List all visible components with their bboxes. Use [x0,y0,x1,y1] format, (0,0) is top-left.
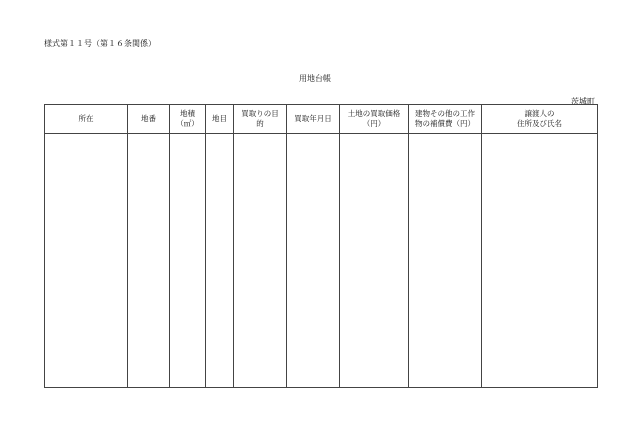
cell-purchase-date[interactable] [287,134,340,388]
cell-building-compensation[interactable] [409,134,482,388]
column-header-building-compensation: 建物その他の工作 物の補償費（円） [409,105,482,134]
document-title: 用地台帳 [299,74,331,83]
column-header-lot-number: 地番 [128,105,170,134]
cell-lot-number[interactable] [128,134,170,388]
column-header-land-category: 地目 [206,105,234,134]
cell-land-price[interactable] [340,134,409,388]
column-header-purchase-date: 買取年月日 [287,105,340,134]
land-ledger-table [44,104,598,388]
table-header-row [45,105,598,134]
column-header-transferor: 譲渡人の 住所及び氏名 [482,105,598,134]
column-header-purchase-purpose: 買取りの目 的 [234,105,287,134]
municipality-name: 茨城町 [571,97,595,106]
cell-transferor[interactable] [482,134,598,388]
cell-area[interactable] [170,134,206,388]
column-header-location: 所在 [45,105,128,134]
form-number: 様式第１１号（第１６条関係） [44,39,156,48]
cell-land-category[interactable] [206,134,234,388]
cell-location[interactable] [45,134,128,388]
cell-purchase-purpose[interactable] [234,134,287,388]
column-header-land-price: 土地の買取価格 （円） [340,105,409,134]
table-row [45,134,598,388]
column-header-area: 地積 （㎡） [170,105,206,134]
